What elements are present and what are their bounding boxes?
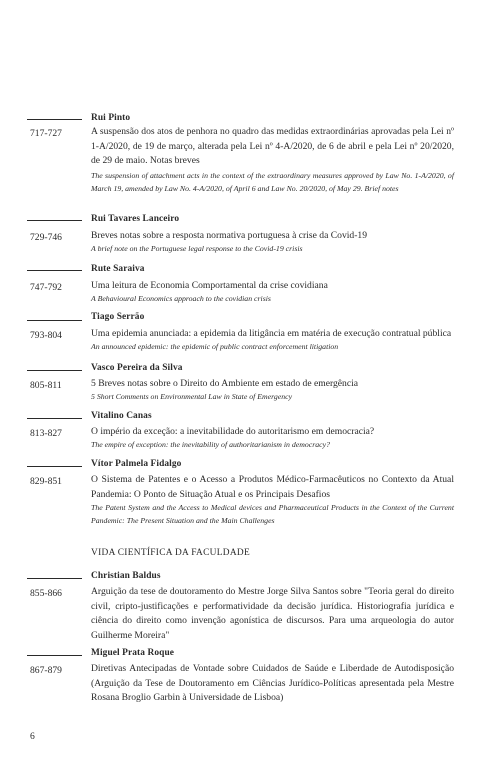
entry-pages: 829-851: [30, 476, 62, 487]
entry-subtitle: An announced epidemic: the epidemic of public contract enforcement litigation: [91, 342, 339, 351]
page-number: 6: [30, 731, 35, 742]
entry-title: O império da exceção: a inevitabilidade do autoritarismo em democracia?: [91, 426, 375, 437]
entry-author: Christian Baldus: [91, 571, 161, 581]
entry-rule: [27, 578, 82, 579]
entry-rule: [27, 220, 82, 221]
entry-title: A suspensão dos atos de penhora no quadro das medidas extraordinárias aprovadas pela Lei nº 1-A/2020, de 19 de março, alterada pela Lei nº 4-A/2020, de 6 de abril e pela Lei nº 20/2020, de 29 de maio. Notas breves: [91, 126, 454, 167]
entry-author: Rute Saraiva: [91, 264, 145, 274]
entry-pages: 867-879: [30, 665, 62, 676]
entry-subtitle: A brief note on the Portuguese legal response to the Covid-19 crisis: [91, 244, 303, 253]
entry-author: Vítor Palmela Fidalgo: [91, 459, 182, 469]
entry-author: Tiago Serrão: [91, 312, 145, 322]
entry-pages: 855-866: [30, 588, 62, 599]
entry-rule: [27, 320, 82, 321]
entry-author: Vitalino Canas: [91, 411, 152, 421]
entry-title: Breves notas sobre a resposta normativa portuguesa à crise da Covid-19: [91, 230, 368, 241]
entry-subtitle: The suspension of attachment acts in the context of the extraordinary measures approved by Law No. 1-A/2020, of March 19, amended by Law No. 4-A/2020, of April 6 and Law No. 20/2020, of May 29. Brief notes: [91, 171, 454, 193]
entry-title: O Sistema de Patentes e o Acesso a Produtos Médico-Farmacêuticos no Contexto da Atual Pandemia: O Ponto de Situação Atual e os Principais Desafios: [91, 474, 454, 500]
entry-title: Diretivas Antecipadas de Vontade sobre Cuidados de Saúde e Liberdade de Autodisposição (Arguição da Tese de Doutoramento em Ciências Jurídico-Políticas apresentada pela Mestre Rosana Broglio Garbin à Universidade de Lisboa): [91, 663, 454, 704]
entry-title: Arguição da tese de doutoramento do Mestre Jorge Silva Santos sobre "Teoria geral do direito civil, cripto-justificações e performatividade da decisão jurídica. Historiografia jurídica e ciência do direito como invenção agonística de discursos. Para uma arqueologia do autor Guilherme Moreira": [91, 586, 454, 641]
entry-subtitle: 5 Short Comments on Environmental Law in State of Emergency: [91, 392, 293, 401]
entry-author: Rui Tavares Lanceiro: [91, 214, 180, 224]
section-heading: VIDA CIENTÍFICA DA FACULDADE: [91, 548, 251, 558]
entry-subtitle: The Patent System and the Access to Medical devices and Pharmaceutical Products in the Context of the Current Pandemic: The Present Situation and the Main Challenges: [91, 503, 454, 525]
entry-pages: 729-746: [30, 232, 62, 243]
entry-rule: [27, 270, 82, 271]
entry-title: Uma leitura de Economia Comportamental da crise covidiana: [91, 280, 328, 291]
entry-pages: 747-792: [30, 282, 62, 293]
entry-author: Miguel Prata Roque: [91, 648, 175, 658]
entry-author: Vasco Pereira da Silva: [91, 363, 183, 373]
entry-rule: [27, 418, 82, 419]
entry-pages: 793-804: [30, 330, 62, 341]
entry-subtitle: A Behavioural Economics approach to the covidian crisis: [91, 294, 271, 303]
entry-title: Uma epidemia anunciada: a epidemia da litigância em matéria de execução contratual pública: [91, 328, 452, 339]
entry-subtitle: The empire of exception: the inevitability of authoritarianism in democracy?: [91, 440, 330, 449]
entry-rule: [27, 370, 82, 371]
entry-rule: [27, 655, 82, 656]
entry-pages: 813-827: [30, 428, 62, 439]
entry-pages: 805-811: [30, 380, 62, 391]
entry-title: 5 Breves notas sobre o Direito do Ambiente em estado de emergência: [91, 378, 359, 389]
entry-author: Rui Pinto: [91, 113, 131, 123]
entry-pages: 717-727: [30, 128, 62, 139]
entry-rule: [27, 466, 82, 467]
entry-rule: [27, 119, 82, 120]
